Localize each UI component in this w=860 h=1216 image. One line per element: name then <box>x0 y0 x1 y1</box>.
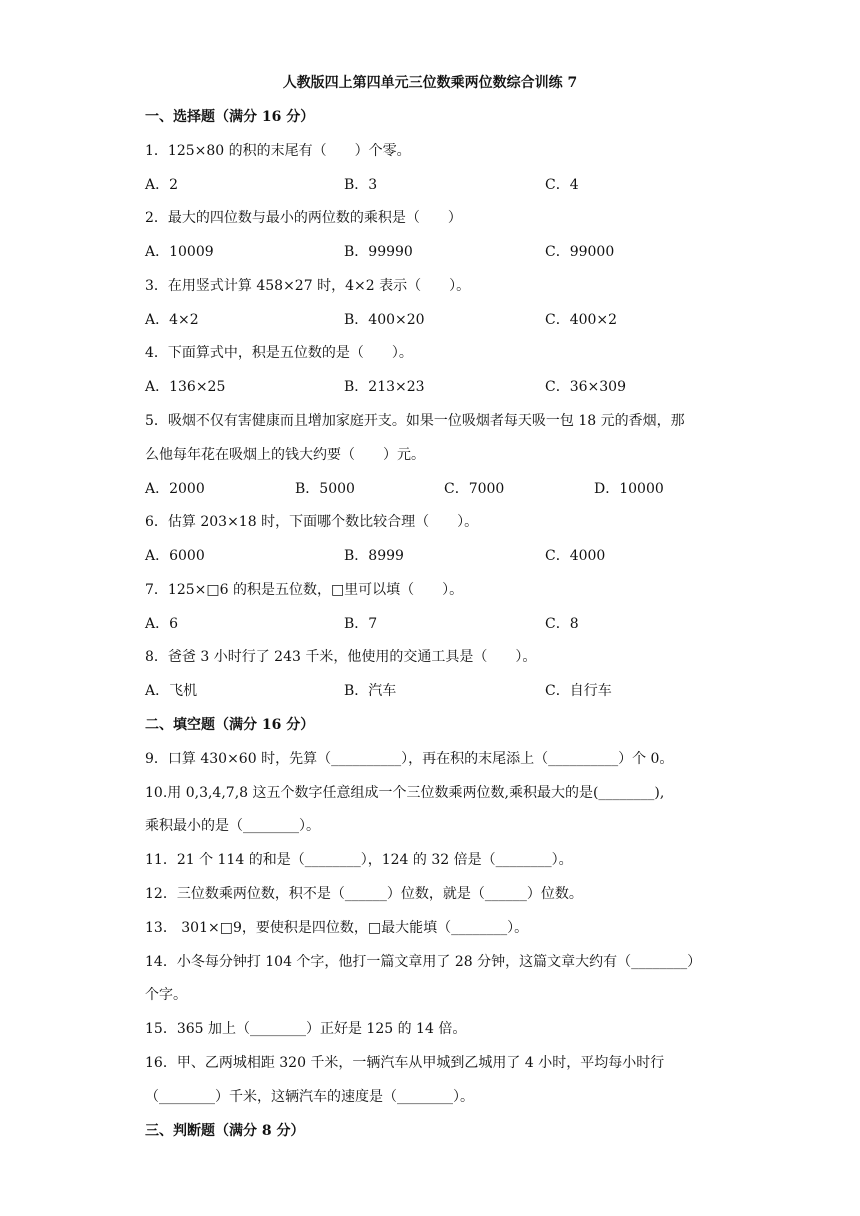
question-11: 11．21 个 114 的和是（________），124 的 32 倍是（________）。 <box>145 852 573 868</box>
question-8-option-a: A．飞机 <box>145 683 198 699</box>
question-2-option-b: B．99990 <box>344 244 413 260</box>
question-3-option-a: A．4×2 <box>145 312 199 328</box>
question-15: 15．365 加上（________）正好是 125 的 14 倍。 <box>145 1021 467 1037</box>
question-7-stem: 7．125×□6 的积是五位数，□里可以填（ ）。 <box>145 582 464 598</box>
section-heading-true-false: 三、判断题（满分 8 分） <box>145 1123 305 1139</box>
question-4-stem: 4．下面算式中，积是五位数的是（ ）。 <box>145 345 413 361</box>
question-5-option-b: B．5000 <box>295 481 355 497</box>
question-1-option-b: B．3 <box>344 177 378 193</box>
question-6-stem: 6．估算 203×18 时，下面哪个数比较合理（ ）。 <box>145 514 479 530</box>
section-heading-fill-blank: 二、填空题（满分 16 分） <box>145 717 315 733</box>
question-6-option-b: B．8999 <box>344 548 404 564</box>
question-7-option-b: B．7 <box>344 616 378 632</box>
question-4-option-c: C．36×309 <box>545 379 626 395</box>
document-title: 人教版四上第四单元三位数乘两位数综合训练 7 <box>282 75 578 91</box>
question-3-stem: 3．在用竖式计算 458×27 时，4×2 表示（ ）。 <box>145 278 471 294</box>
question-16-line-2: （________）千米，这辆汽车的速度是（________）。 <box>145 1089 474 1105</box>
question-7-option-a: A．6 <box>145 616 179 632</box>
question-1-option-c: C．4 <box>545 177 579 193</box>
question-1-option-a: A．2 <box>145 177 179 193</box>
question-2-stem: 2．最大的四位数与最小的两位数的乘积是（ ） <box>145 210 462 226</box>
question-6-option-a: A．6000 <box>145 548 205 564</box>
question-10-line-1: 10.用 0,3,4,7,8 这五个数字任意组成一个三位数乘两位数,乘积最大的是(________), <box>145 785 665 801</box>
question-8-stem: 8．爸爸 3 小时行了 243 千米，他使用的交通工具是（ ）。 <box>145 649 537 665</box>
question-5-stem-line-2: 么他每年花在吸烟上的钱大约要（ ）元。 <box>145 447 425 463</box>
question-13: 13． 301×□9，要使积是四位数，□最大能填（________）。 <box>145 920 529 936</box>
question-5-option-a: A．2000 <box>145 481 205 497</box>
question-5-option-c: C．7000 <box>444 481 505 497</box>
question-4-option-a: A．136×25 <box>145 379 226 395</box>
question-4-option-b: B．213×23 <box>344 379 425 395</box>
question-5-option-d: D．10000 <box>594 481 664 497</box>
question-9: 9．口算 430×60 时，先算（__________），再在积的末尾添上（__________）个 0。 <box>145 751 674 767</box>
question-5-stem-line-1: 5．吸烟不仅有害健康而且增加家庭开支。如果一位吸烟者每天吸一包 18 元的香烟，那 <box>145 413 685 429</box>
section-heading-choice: 一、选择题（满分 16 分） <box>145 109 315 125</box>
question-12: 12．三位数乘两位数，积不是（______）位数，就是（______）位数。 <box>145 886 583 902</box>
question-8-option-c: C．自行车 <box>545 683 612 699</box>
question-14-line-1: 14．小冬每分钟打 104 个字，他打一篇文章用了 28 分钟，这篇文章大约有（________） <box>145 954 702 970</box>
question-7-option-c: C．8 <box>545 616 579 632</box>
question-8-option-b: B．汽车 <box>344 683 397 699</box>
question-2-option-a: A．10009 <box>145 244 214 260</box>
question-3-option-b: B．400×20 <box>344 312 425 328</box>
question-10-line-2: 乘积最小的是（________）。 <box>145 818 320 834</box>
question-1-stem: 1．125×80 的积的末尾有（ ）个零。 <box>145 143 411 159</box>
question-16-line-1: 16．甲、乙两城相距 320 千米，一辆汽车从甲城到乙城用了 4 小时，平均每小时行 <box>145 1055 665 1071</box>
question-6-option-c: C．4000 <box>545 548 606 564</box>
question-3-option-c: C．400×2 <box>545 312 618 328</box>
question-14-line-2: 个字。 <box>145 987 187 1003</box>
question-2-option-c: C．99000 <box>545 244 615 260</box>
